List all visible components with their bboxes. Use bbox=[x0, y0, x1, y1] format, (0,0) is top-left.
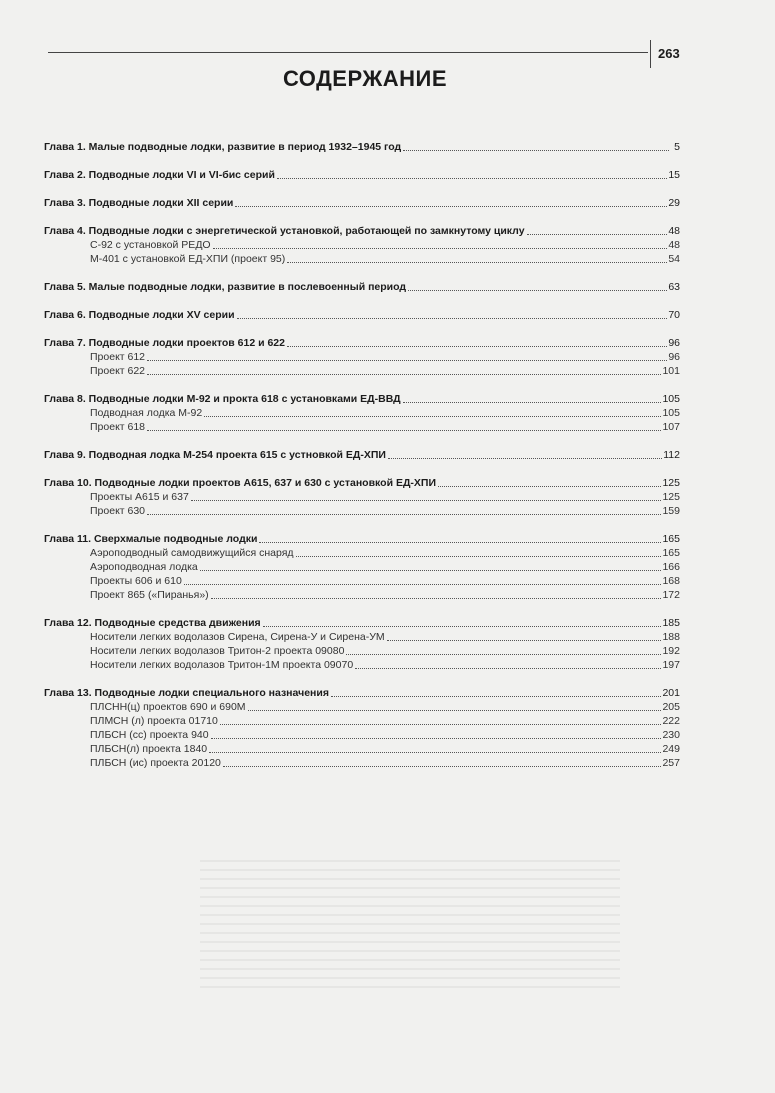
dot-leader bbox=[287, 262, 667, 263]
section-row-title: ПЛСНН(ц) проектов 690 и 690М bbox=[90, 701, 246, 713]
section-row-page: 165 bbox=[662, 547, 680, 559]
page-title: СОДЕРЖАНИЕ bbox=[282, 66, 448, 91]
section-row bbox=[44, 588, 680, 602]
dot-leader bbox=[287, 346, 667, 347]
dot-leader bbox=[237, 318, 668, 319]
section-row-page: 101 bbox=[662, 365, 680, 377]
section-row-page: 257 bbox=[662, 757, 680, 769]
dot-leader bbox=[403, 402, 662, 403]
section-row bbox=[44, 714, 680, 728]
chapter-row-title: Глава 9. Подводная лодка М-254 проекта 615 с устновкой ЕД-ХПИ bbox=[44, 449, 386, 461]
chapter-row bbox=[44, 532, 680, 546]
chapter-entry bbox=[44, 476, 680, 518]
dot-leader bbox=[331, 696, 662, 697]
section-row-page: 96 bbox=[668, 351, 680, 363]
section-row-title: С-92 с установкой РЕДО bbox=[90, 239, 211, 251]
dot-leader bbox=[184, 584, 662, 585]
section-row-page: 205 bbox=[662, 701, 680, 713]
section-row-page: 188 bbox=[662, 631, 680, 643]
chapter-row bbox=[44, 392, 680, 406]
dot-leader bbox=[209, 752, 661, 753]
dot-leader bbox=[211, 738, 662, 739]
section-row-page: 125 bbox=[662, 491, 680, 503]
dot-leader bbox=[248, 710, 662, 711]
dot-leader bbox=[346, 654, 661, 655]
chapter-row bbox=[44, 196, 680, 210]
section-row bbox=[44, 560, 680, 574]
chapter-entry bbox=[44, 196, 680, 210]
dot-leader bbox=[527, 234, 668, 235]
chapter-row-page: 125 bbox=[662, 477, 680, 489]
section-row-title: М-401 с установкой ЕД-ХПИ (проект 95) bbox=[90, 253, 286, 265]
chapter-row-page: 70 bbox=[668, 309, 680, 321]
header-divider bbox=[650, 40, 651, 68]
chapter-entry bbox=[44, 140, 680, 154]
dot-leader bbox=[220, 724, 662, 725]
dot-leader bbox=[211, 598, 662, 599]
table-of-contents bbox=[44, 140, 680, 784]
dot-leader bbox=[147, 374, 661, 375]
section-row-page: 249 bbox=[662, 743, 680, 755]
chapter-row bbox=[44, 280, 680, 294]
chapter-row bbox=[44, 308, 680, 322]
section-row bbox=[44, 504, 680, 518]
chapter-row bbox=[44, 140, 680, 154]
dot-leader bbox=[277, 178, 667, 179]
chapter-row bbox=[44, 476, 680, 490]
dot-leader bbox=[403, 150, 669, 151]
section-row-title: Проект 612 bbox=[90, 351, 146, 363]
chapter-entry bbox=[44, 336, 680, 378]
section-row-page: 222 bbox=[662, 715, 680, 727]
chapter-row-page: 112 bbox=[663, 449, 680, 461]
section-row-title: Носители легких водолазов Тритон-2 проекта 09080 bbox=[90, 645, 345, 657]
chapter-row-title: Глава 12. Подводные средства движения bbox=[44, 617, 261, 629]
chapter-row-page: 5 bbox=[674, 141, 680, 153]
chapter-entry bbox=[44, 686, 680, 770]
section-row bbox=[44, 574, 680, 588]
section-row-page: 172 bbox=[662, 589, 680, 601]
chapter-row bbox=[44, 686, 680, 700]
section-row bbox=[44, 700, 680, 714]
dot-leader bbox=[147, 430, 661, 431]
section-row-page: 54 bbox=[668, 253, 680, 265]
dot-leader bbox=[387, 640, 662, 641]
chapter-entry bbox=[44, 392, 680, 434]
chapter-row-page: 96 bbox=[668, 337, 680, 349]
chapter-entry bbox=[44, 224, 680, 266]
chapter-row bbox=[44, 448, 680, 462]
section-row-title: ПЛБСН (сс) проекта 940 bbox=[90, 729, 209, 741]
dot-leader bbox=[438, 486, 661, 487]
section-row-title: ПЛБСН (ис) проекта 20120 bbox=[90, 757, 221, 769]
section-row-page: 107 bbox=[662, 421, 680, 433]
section-row-page: 105 bbox=[662, 407, 680, 419]
section-row-title: Аэроподводный самодвижущийся снаряд bbox=[90, 547, 294, 559]
chapter-entry bbox=[44, 448, 680, 462]
chapter-row-title: Глава 1. Малые подводные лодки, развитие в период 1932–1945 год bbox=[44, 141, 402, 153]
section-row bbox=[44, 490, 680, 504]
dot-leader bbox=[296, 556, 662, 557]
dot-leader bbox=[263, 626, 662, 627]
chapter-row-page: 201 bbox=[662, 687, 680, 699]
section-row-title: Проекты 606 и 610 bbox=[90, 575, 182, 587]
chapter-row-title: Глава 11. Сверхмалые подводные лодки bbox=[44, 533, 258, 545]
chapter-row bbox=[44, 336, 680, 350]
chapter-row-title: Глава 6. Подводные лодки XV серии bbox=[44, 309, 235, 321]
chapter-row-page: 15 bbox=[668, 169, 680, 181]
chapter-entry bbox=[44, 280, 680, 294]
chapter-row-page: 29 bbox=[668, 197, 680, 209]
section-row-title: Проект 865 («Пиранья») bbox=[90, 589, 209, 601]
chapter-row-page: 48 bbox=[668, 225, 680, 237]
chapter-row-page: 185 bbox=[662, 617, 680, 629]
section-row bbox=[44, 364, 680, 378]
dot-leader bbox=[200, 570, 662, 571]
section-row bbox=[44, 742, 680, 756]
page-number: 263 bbox=[658, 46, 680, 61]
section-row-page: 168 bbox=[662, 575, 680, 587]
section-row bbox=[44, 252, 680, 266]
chapter-row-title: Глава 4. Подводные лодки с энергетической установкой, работающей по замкнутому циклу bbox=[44, 225, 525, 237]
section-row bbox=[44, 630, 680, 644]
chapter-entry bbox=[44, 308, 680, 322]
section-row bbox=[44, 406, 680, 420]
chapter-row-title: Глава 10. Подводные лодки проектов А615, 637 и 630 с установкой ЕД-ХПИ bbox=[44, 477, 437, 489]
section-row-title: Проект 618 bbox=[90, 421, 146, 433]
chapter-row-title: Глава 13. Подводные лодки специального назначения bbox=[44, 687, 329, 699]
chapter-entry bbox=[44, 616, 680, 672]
chapter-row-title: Глава 8. Подводные лодки М-92 и прокта 618 с установками ЕД-ВВД bbox=[44, 393, 401, 405]
section-row-title: Носители легких водолазов Сирена, Сирена-У и Сирена-УМ bbox=[90, 631, 385, 643]
chapter-row bbox=[44, 224, 680, 238]
section-row-title: Подводная лодка М-92 bbox=[90, 407, 203, 419]
chapter-row-title: Глава 7. Подводные лодки проектов 612 и 622 bbox=[44, 337, 285, 349]
section-row-title: ПЛМСН (л) проекта 01710 bbox=[90, 715, 218, 727]
dot-leader bbox=[259, 542, 661, 543]
dot-leader bbox=[235, 206, 667, 207]
section-row bbox=[44, 728, 680, 742]
section-row-title: Проекты А615 и 637 bbox=[90, 491, 189, 503]
chapter-entry bbox=[44, 532, 680, 602]
section-row-title: ПЛБСН(л) проекта 1840 bbox=[90, 743, 208, 755]
dot-leader bbox=[355, 668, 661, 669]
dot-leader bbox=[147, 360, 667, 361]
chapter-row-title: Глава 3. Подводные лодки XII серии bbox=[44, 197, 234, 209]
section-row bbox=[44, 420, 680, 434]
dot-leader bbox=[388, 458, 662, 459]
section-row-page: 159 bbox=[662, 505, 680, 517]
section-row-page: 48 bbox=[668, 239, 680, 251]
chapter-row-page: 105 bbox=[662, 393, 680, 405]
chapter-row-title: Глава 2. Подводные лодки VI и VI-бис серий bbox=[44, 169, 275, 181]
section-row-page: 166 bbox=[662, 561, 680, 573]
chapter-row-title: Глава 5. Малые подводные лодки, развитие в послевоенный период bbox=[44, 281, 407, 293]
bleed-through-texture bbox=[200, 860, 620, 990]
dot-leader bbox=[204, 416, 661, 417]
section-row bbox=[44, 644, 680, 658]
section-row bbox=[44, 350, 680, 364]
dot-leader bbox=[408, 290, 667, 291]
section-row bbox=[44, 658, 680, 672]
section-row-title: Аэроподводная лодка bbox=[90, 561, 198, 573]
dot-leader bbox=[191, 500, 662, 501]
dot-leader bbox=[147, 514, 661, 515]
dot-leader bbox=[213, 248, 668, 249]
section-row-page: 230 bbox=[662, 729, 680, 741]
dot-leader bbox=[223, 766, 662, 767]
section-row-title: Проект 622 bbox=[90, 365, 146, 377]
chapter-entry bbox=[44, 168, 680, 182]
header-rule bbox=[48, 52, 648, 53]
section-row-title: Проект 630 bbox=[90, 505, 146, 517]
chapter-row-page: 165 bbox=[662, 533, 680, 545]
section-row bbox=[44, 546, 680, 560]
section-row-page: 192 bbox=[662, 645, 680, 657]
chapter-row-page: 63 bbox=[668, 281, 680, 293]
chapter-row bbox=[44, 616, 680, 630]
section-row-page: 197 bbox=[662, 659, 680, 671]
section-row bbox=[44, 238, 680, 252]
section-row-title: Носители легких водолазов Тритон-1М проекта 09070 bbox=[90, 659, 354, 671]
chapter-row bbox=[44, 168, 680, 182]
section-row bbox=[44, 756, 680, 770]
